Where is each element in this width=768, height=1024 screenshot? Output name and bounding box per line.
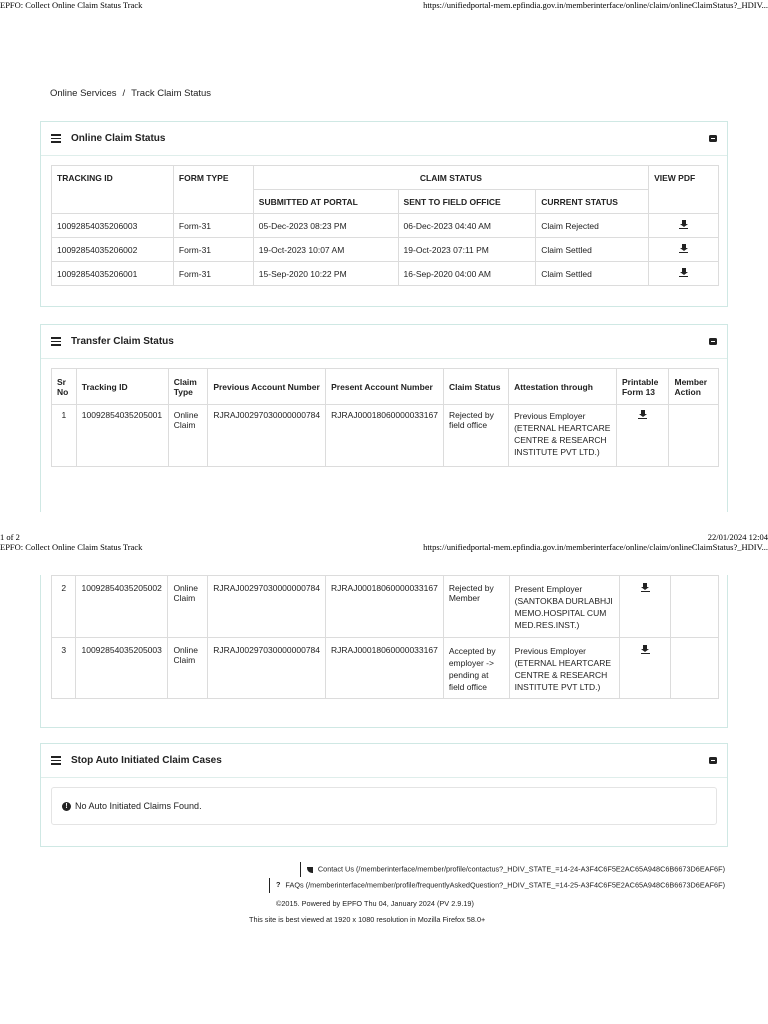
cell-sent: 06-Dec-2023 04:40 AM [398, 214, 536, 238]
best-viewed-note: This site is best viewed at 1920 x 1080 resolution in Mozilla Firefox 58.0+ [249, 915, 486, 924]
cell-sr-no: 1 [52, 405, 77, 467]
th-present-account: Present Account Number [326, 369, 444, 405]
panel-title: Stop Auto Initiated Claim Cases [71, 755, 222, 766]
th-form-type: FORM TYPE [173, 166, 253, 214]
menu-icon [51, 337, 61, 346]
cell-current-status: Claim Rejected [536, 214, 649, 238]
collapse-icon[interactable] [709, 338, 717, 345]
download-icon[interactable] [641, 645, 650, 654]
table-row [52, 214, 719, 238]
cell-submitted: 15-Sep-2020 10:22 PM [253, 262, 398, 286]
info-icon: ! [62, 802, 71, 811]
cell-member-action [671, 638, 719, 699]
cell-tracking-id: 10092854035205002 [76, 576, 168, 638]
breadcrumb-track-claim-status: Track Claim Status [131, 88, 212, 99]
cell-claim-type: Online Claim [168, 405, 208, 467]
cell-tracking-id: 10092854035205003 [76, 638, 168, 699]
th-claim-status: Claim Status [443, 369, 508, 405]
copyright: ©2015. Powered by EPFO Thu 04, January 2024 (PV 2.9.19) [276, 899, 474, 908]
th-member-action: Member Action [669, 369, 719, 405]
th-view-pdf: VIEW PDF [649, 166, 719, 214]
breadcrumb-online-services[interactable]: Online Services [50, 88, 117, 99]
transfer-claim-status-header [41, 325, 727, 359]
cell-claim-status: Rejected by Member [443, 576, 509, 638]
cell-claim-status: Rejected by field office [443, 405, 508, 467]
cell-form-type: Form-31 [173, 262, 253, 286]
cell-claim-status: Accepted by employer -> pending at field office [443, 638, 509, 699]
cell-current-status: Claim Settled [536, 238, 649, 262]
cell-present-account: RJRAJ00018060000033167 [326, 638, 444, 699]
breadcrumb [50, 88, 211, 99]
cell-submitted: 05-Dec-2023 08:23 PM [253, 214, 398, 238]
cell-claim-type: Online Claim [168, 576, 208, 638]
th-claim-type: Claim Type [168, 369, 208, 405]
transfer-claim-status-panel-continued [40, 575, 728, 728]
cell-form-type: Form-31 [173, 238, 253, 262]
print-header-title: EPFO: Collect Online Claim Status Track [0, 0, 143, 10]
download-icon[interactable] [679, 220, 688, 229]
contact-us-text[interactable]: Contact Us (/memberinterface/member/profile/contactus?_HDIV_STATE_=14-24-A3F4C6F5E2AC65A948C6B6673D6EAF6F) [317, 864, 725, 874]
online-claim-status-table [51, 165, 719, 286]
faqs-link[interactable] [269, 878, 725, 893]
cell-tracking-id: 10092854035206001 [52, 262, 174, 286]
download-icon[interactable] [679, 268, 688, 277]
print-footer-page: 1 of 2 [0, 532, 20, 542]
th-printable-form: Printable Form 13 [616, 369, 669, 405]
table-row [52, 576, 719, 638]
th-current-status: CURRENT STATUS [536, 190, 649, 214]
cell-printable-form [619, 576, 670, 638]
cell-sent: 19-Oct-2023 07:11 PM [398, 238, 536, 262]
online-claim-status-panel [40, 121, 728, 307]
cell-form-type: Form-31 [173, 214, 253, 238]
cell-tracking-id: 10092854035206002 [52, 238, 174, 262]
cell-view-pdf [649, 262, 719, 286]
print-header-url: https://unifiedportal-mem.epfindia.gov.in/memberinterface/online/claim/onlineClaimStatus?_HDIV... [423, 0, 768, 10]
breadcrumb-separator: / [122, 88, 126, 99]
no-claims-message: No Auto Initiated Claims Found. [75, 801, 202, 811]
th-sr-no: Sr No [52, 369, 77, 405]
cell-view-pdf [649, 238, 719, 262]
cell-previous-account: RJRAJ00297030000000784 [208, 405, 326, 467]
cell-attestation: Present Employer (SANTOKBA DURLABHJI MEMO.HOSPITAL CUM MED.RES.INST.) [509, 576, 619, 638]
faqs-text[interactable]: FAQs (/memberinterface/member/profile/frequentlyAskedQuestion?_HDIV_STATE_=14-25-A3F4C6F5E2AC65A948C6B6673D6EAF6F) [285, 880, 725, 890]
th-tracking-id: Tracking ID [76, 369, 168, 405]
cell-attestation: Previous Employer (ETERNAL HEARTCARE CENTRE & RESEARCH INSTITUTE PVT LTD.) [509, 405, 617, 467]
download-icon[interactable] [638, 410, 647, 419]
cell-previous-account: RJRAJ00297030000000784 [208, 576, 326, 638]
cell-tracking-id: 10092854035206003 [52, 214, 174, 238]
phone-icon [307, 867, 313, 873]
transfer-claim-status-table [51, 368, 719, 467]
th-previous-account: Previous Account Number [208, 369, 326, 405]
cell-attestation: Previous Employer (ETERNAL HEARTCARE CENTRE & RESEARCH INSTITUTE PVT LTD.) [509, 638, 619, 699]
online-claim-status-header [41, 122, 727, 156]
table-row [52, 638, 719, 699]
cell-printable-form [616, 405, 669, 467]
question-icon: ? [275, 880, 281, 890]
no-claims-alert [51, 787, 717, 825]
contact-us-link[interactable] [300, 862, 725, 877]
cell-submitted: 19-Oct-2023 10:07 AM [253, 238, 398, 262]
th-submitted: SUBMITTED AT PORTAL [253, 190, 398, 214]
th-sent: SENT TO FIELD OFFICE [398, 190, 536, 214]
cell-sent: 16-Sep-2020 04:00 AM [398, 262, 536, 286]
divider [300, 862, 301, 877]
th-claim-status: CLAIM STATUS [253, 166, 648, 190]
download-icon[interactable] [679, 244, 688, 253]
cell-previous-account: RJRAJ00297030000000784 [208, 638, 326, 699]
cell-sr-no: 2 [52, 576, 76, 638]
cell-member-action [669, 405, 719, 467]
table-row [52, 262, 719, 286]
cell-claim-type: Online Claim [168, 638, 208, 699]
print-header-url: https://unifiedportal-mem.epfindia.gov.in/memberinterface/online/claim/onlineClaimStatus?_HDIV... [423, 542, 768, 552]
divider [269, 878, 270, 893]
cell-current-status: Claim Settled [536, 262, 649, 286]
th-tracking-id: TRACKING ID [52, 166, 174, 214]
transfer-claim-status-table [51, 575, 719, 699]
th-attestation: Attestation through [509, 369, 617, 405]
cell-sr-no: 3 [52, 638, 76, 699]
print-footer-datetime: 22/01/2024 12:04 [707, 532, 768, 542]
panel-title: Transfer Claim Status [71, 336, 174, 347]
table-row [52, 238, 719, 262]
table-row [52, 405, 719, 467]
cell-printable-form [619, 638, 670, 699]
cell-member-action [671, 576, 719, 638]
collapse-icon[interactable] [709, 757, 717, 764]
menu-icon [51, 756, 61, 765]
cell-present-account: RJRAJ00018060000033167 [326, 405, 444, 467]
transfer-claim-status-panel [40, 324, 728, 512]
cell-view-pdf [649, 214, 719, 238]
print-header-title: EPFO: Collect Online Claim Status Track [0, 542, 143, 552]
stop-auto-claims-panel [40, 743, 728, 847]
cell-tracking-id: 10092854035205001 [76, 405, 168, 467]
cell-present-account: RJRAJ00018060000033167 [326, 576, 444, 638]
panel-title: Online Claim Status [71, 133, 166, 144]
download-icon[interactable] [641, 583, 650, 592]
collapse-icon[interactable] [709, 135, 717, 142]
stop-auto-claims-header [41, 744, 727, 778]
menu-icon [51, 134, 61, 143]
